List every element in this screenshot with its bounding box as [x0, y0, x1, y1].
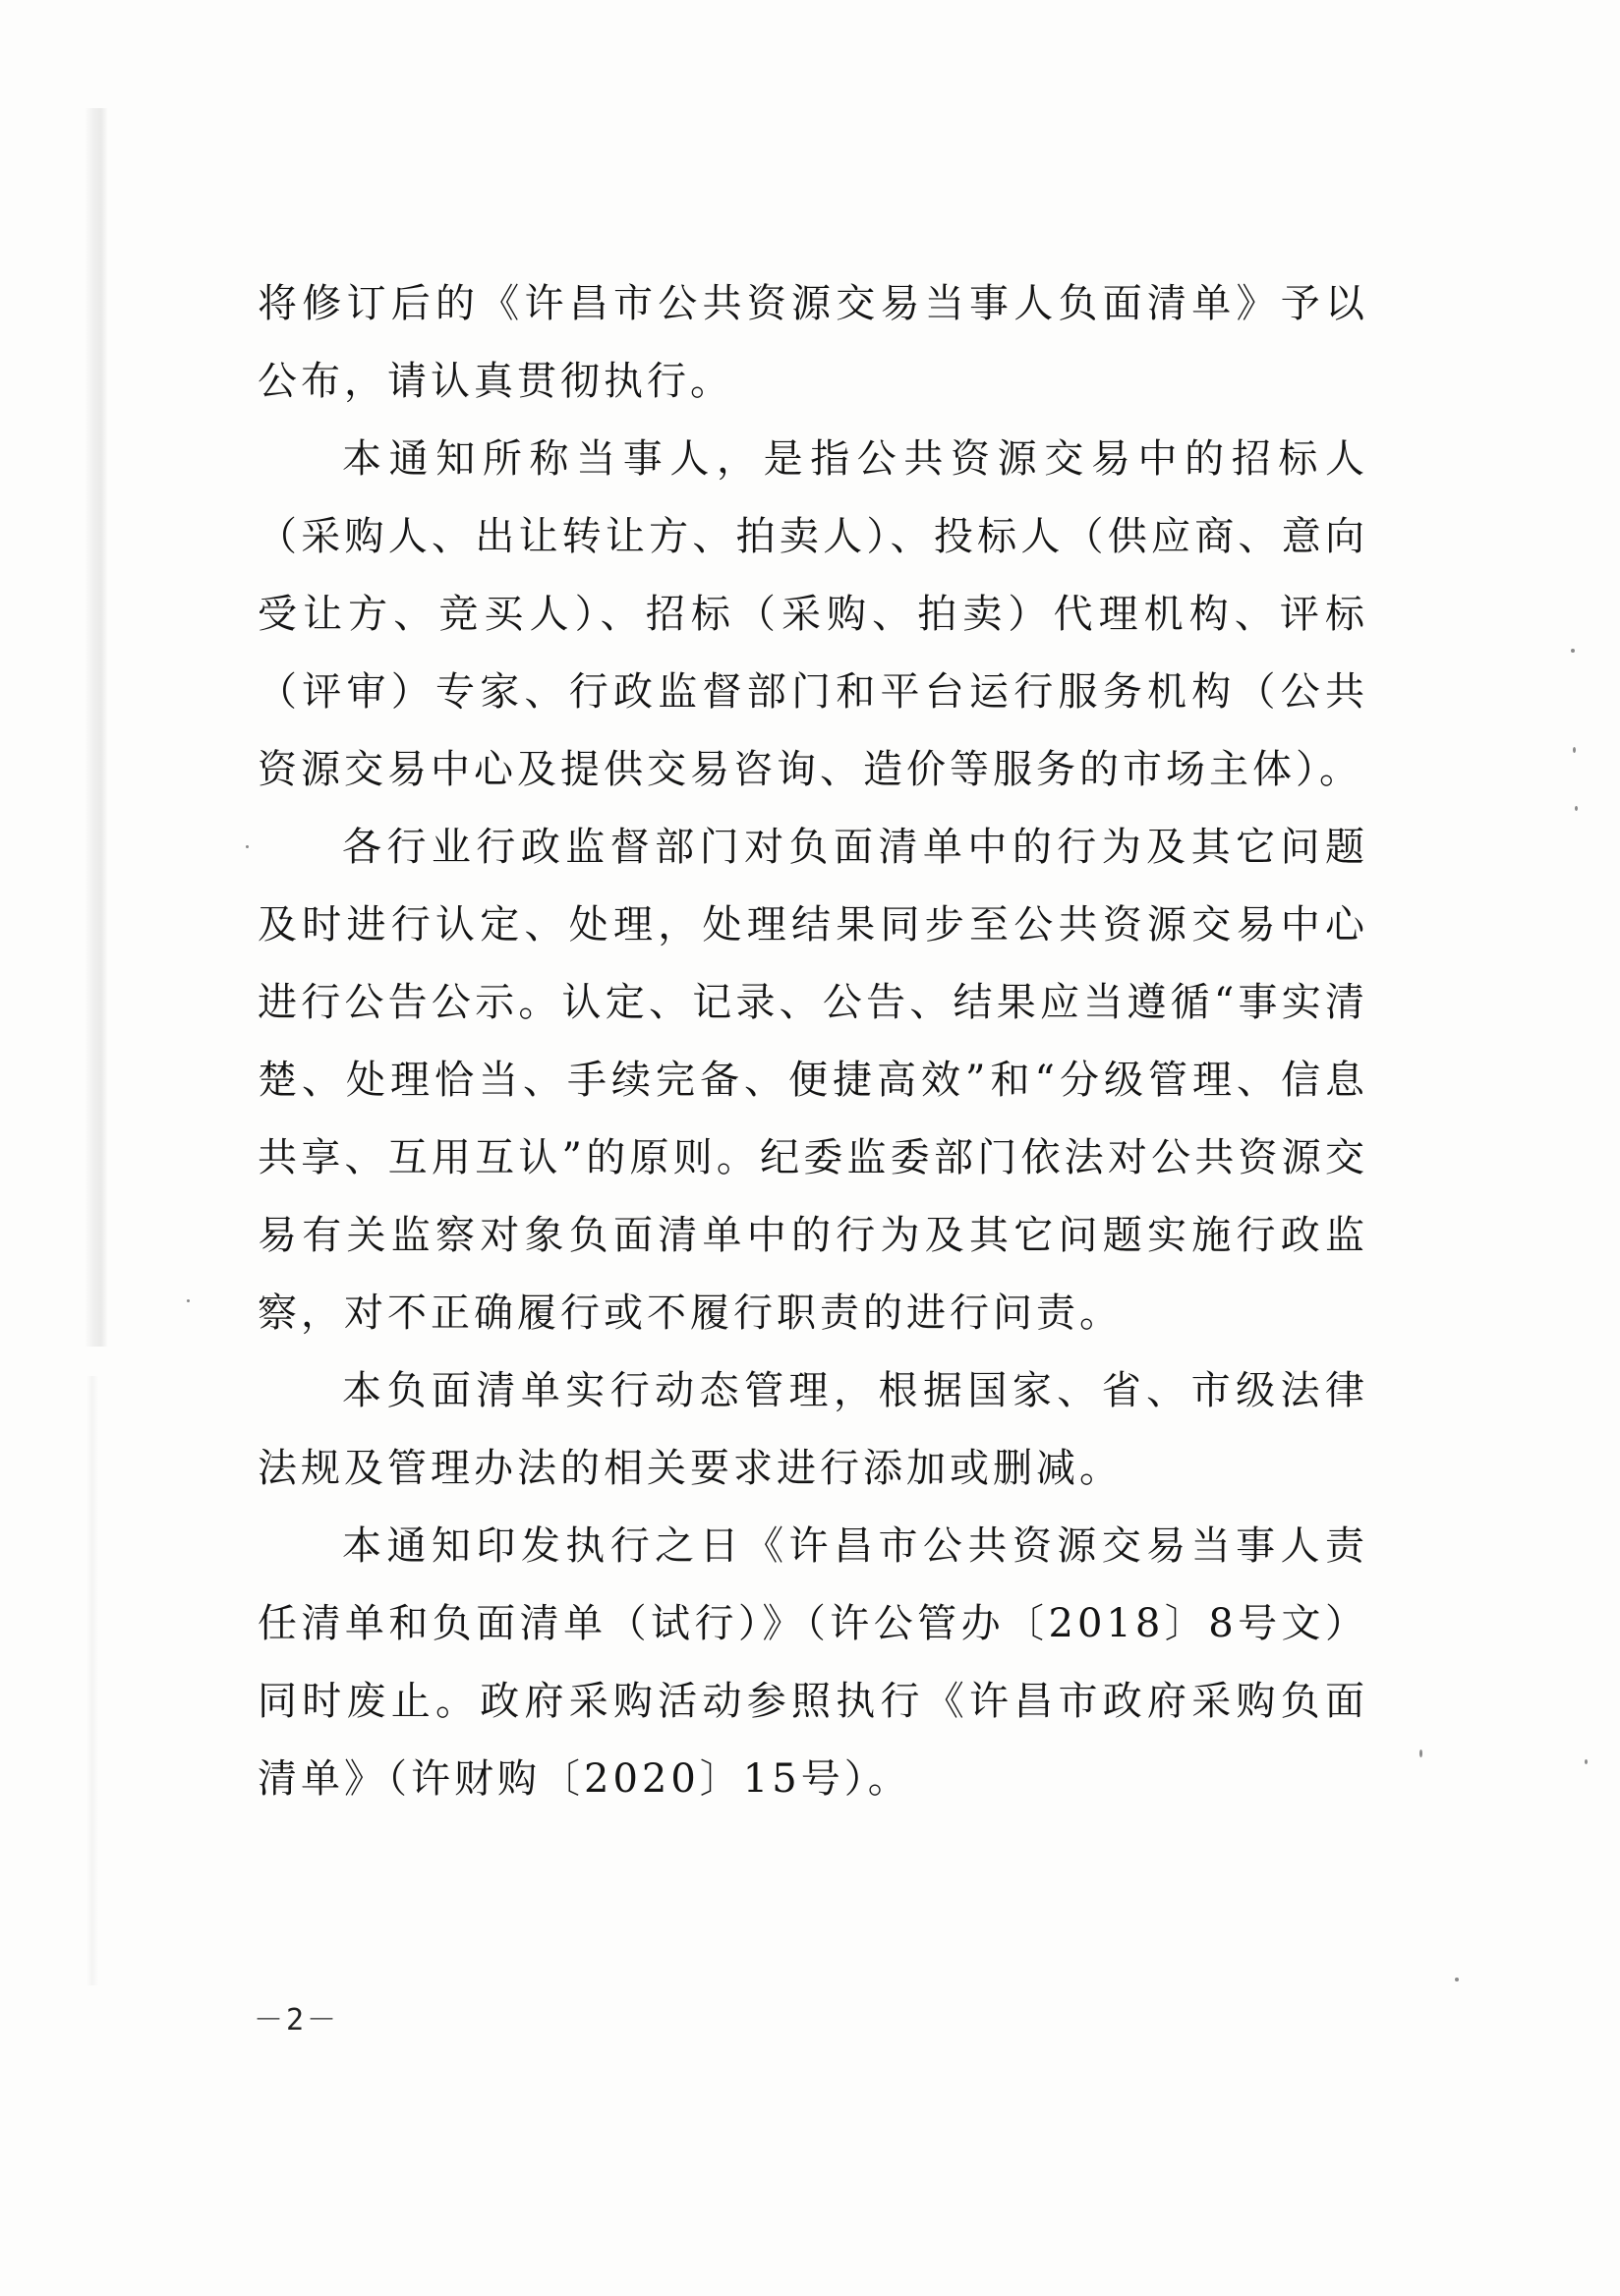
scan-speck	[1573, 747, 1576, 753]
scan-speck	[1419, 1750, 1422, 1757]
paragraph-definition: 本通知所称当事人，是指公共资源交易中的招标人（采购人、出让转让方、拍卖人）、投标人（供应商、意向受让方、竞买人）、招标（采购、拍卖）代理机构、评标（评审）专家、行政监督部门和平台运行服务机构（公共资源交易中心及提供交易咨询、造价等服务的市场主体）。	[258, 436, 1368, 792]
scan-speck	[246, 845, 249, 848]
page-number: －2－	[254, 2003, 340, 2038]
paragraph-dynamic-management: 本负面清单实行动态管理，根据国家、省、市级法律法规及管理办法的相关要求进行添加或删减。	[258, 1368, 1368, 1491]
scan-speck	[1455, 1978, 1459, 1981]
document-body	[258, 265, 1368, 1818]
paragraph-supervision: 各行业行政监督部门对负面清单中的行为及其它问题及时进行认定、处理，处理结果同步至公共资源交易中心进行公告公示。认定、记录、公告、结果应当遵循“事实清楚、处理恰当、手续完备、便捷高效”和“分级管理、信息共享、互用互认”的原则。纪委监委部门依法对公共资源交易有关监察对象负面清单中的行为及其它问题实施行政监察，对不正确履行或不履行职责的进行问责。	[258, 825, 1368, 1336]
scan-speck	[1585, 1759, 1588, 1764]
paragraph-repeal: 本通知印发执行之日《许昌市公共资源交易当事人责任清单和负面清单（试行）》（许公管办〔2018〕8号文）同时废止。政府采购活动参照执行《许昌市政府采购负面清单》（许财购〔2020〕15号）。	[258, 1523, 1368, 1802]
paragraph-continued: 将修订后的《许昌市公共资源交易当事人负面清单》予以公布，请认真贯彻执行。	[258, 281, 1368, 404]
scan-speck	[1571, 649, 1575, 653]
scan-speck	[187, 1299, 190, 1302]
scan-speck	[1575, 806, 1578, 811]
scan-edge-shadow-lower	[87, 1376, 98, 1985]
scan-edge-shadow	[85, 108, 108, 1347]
